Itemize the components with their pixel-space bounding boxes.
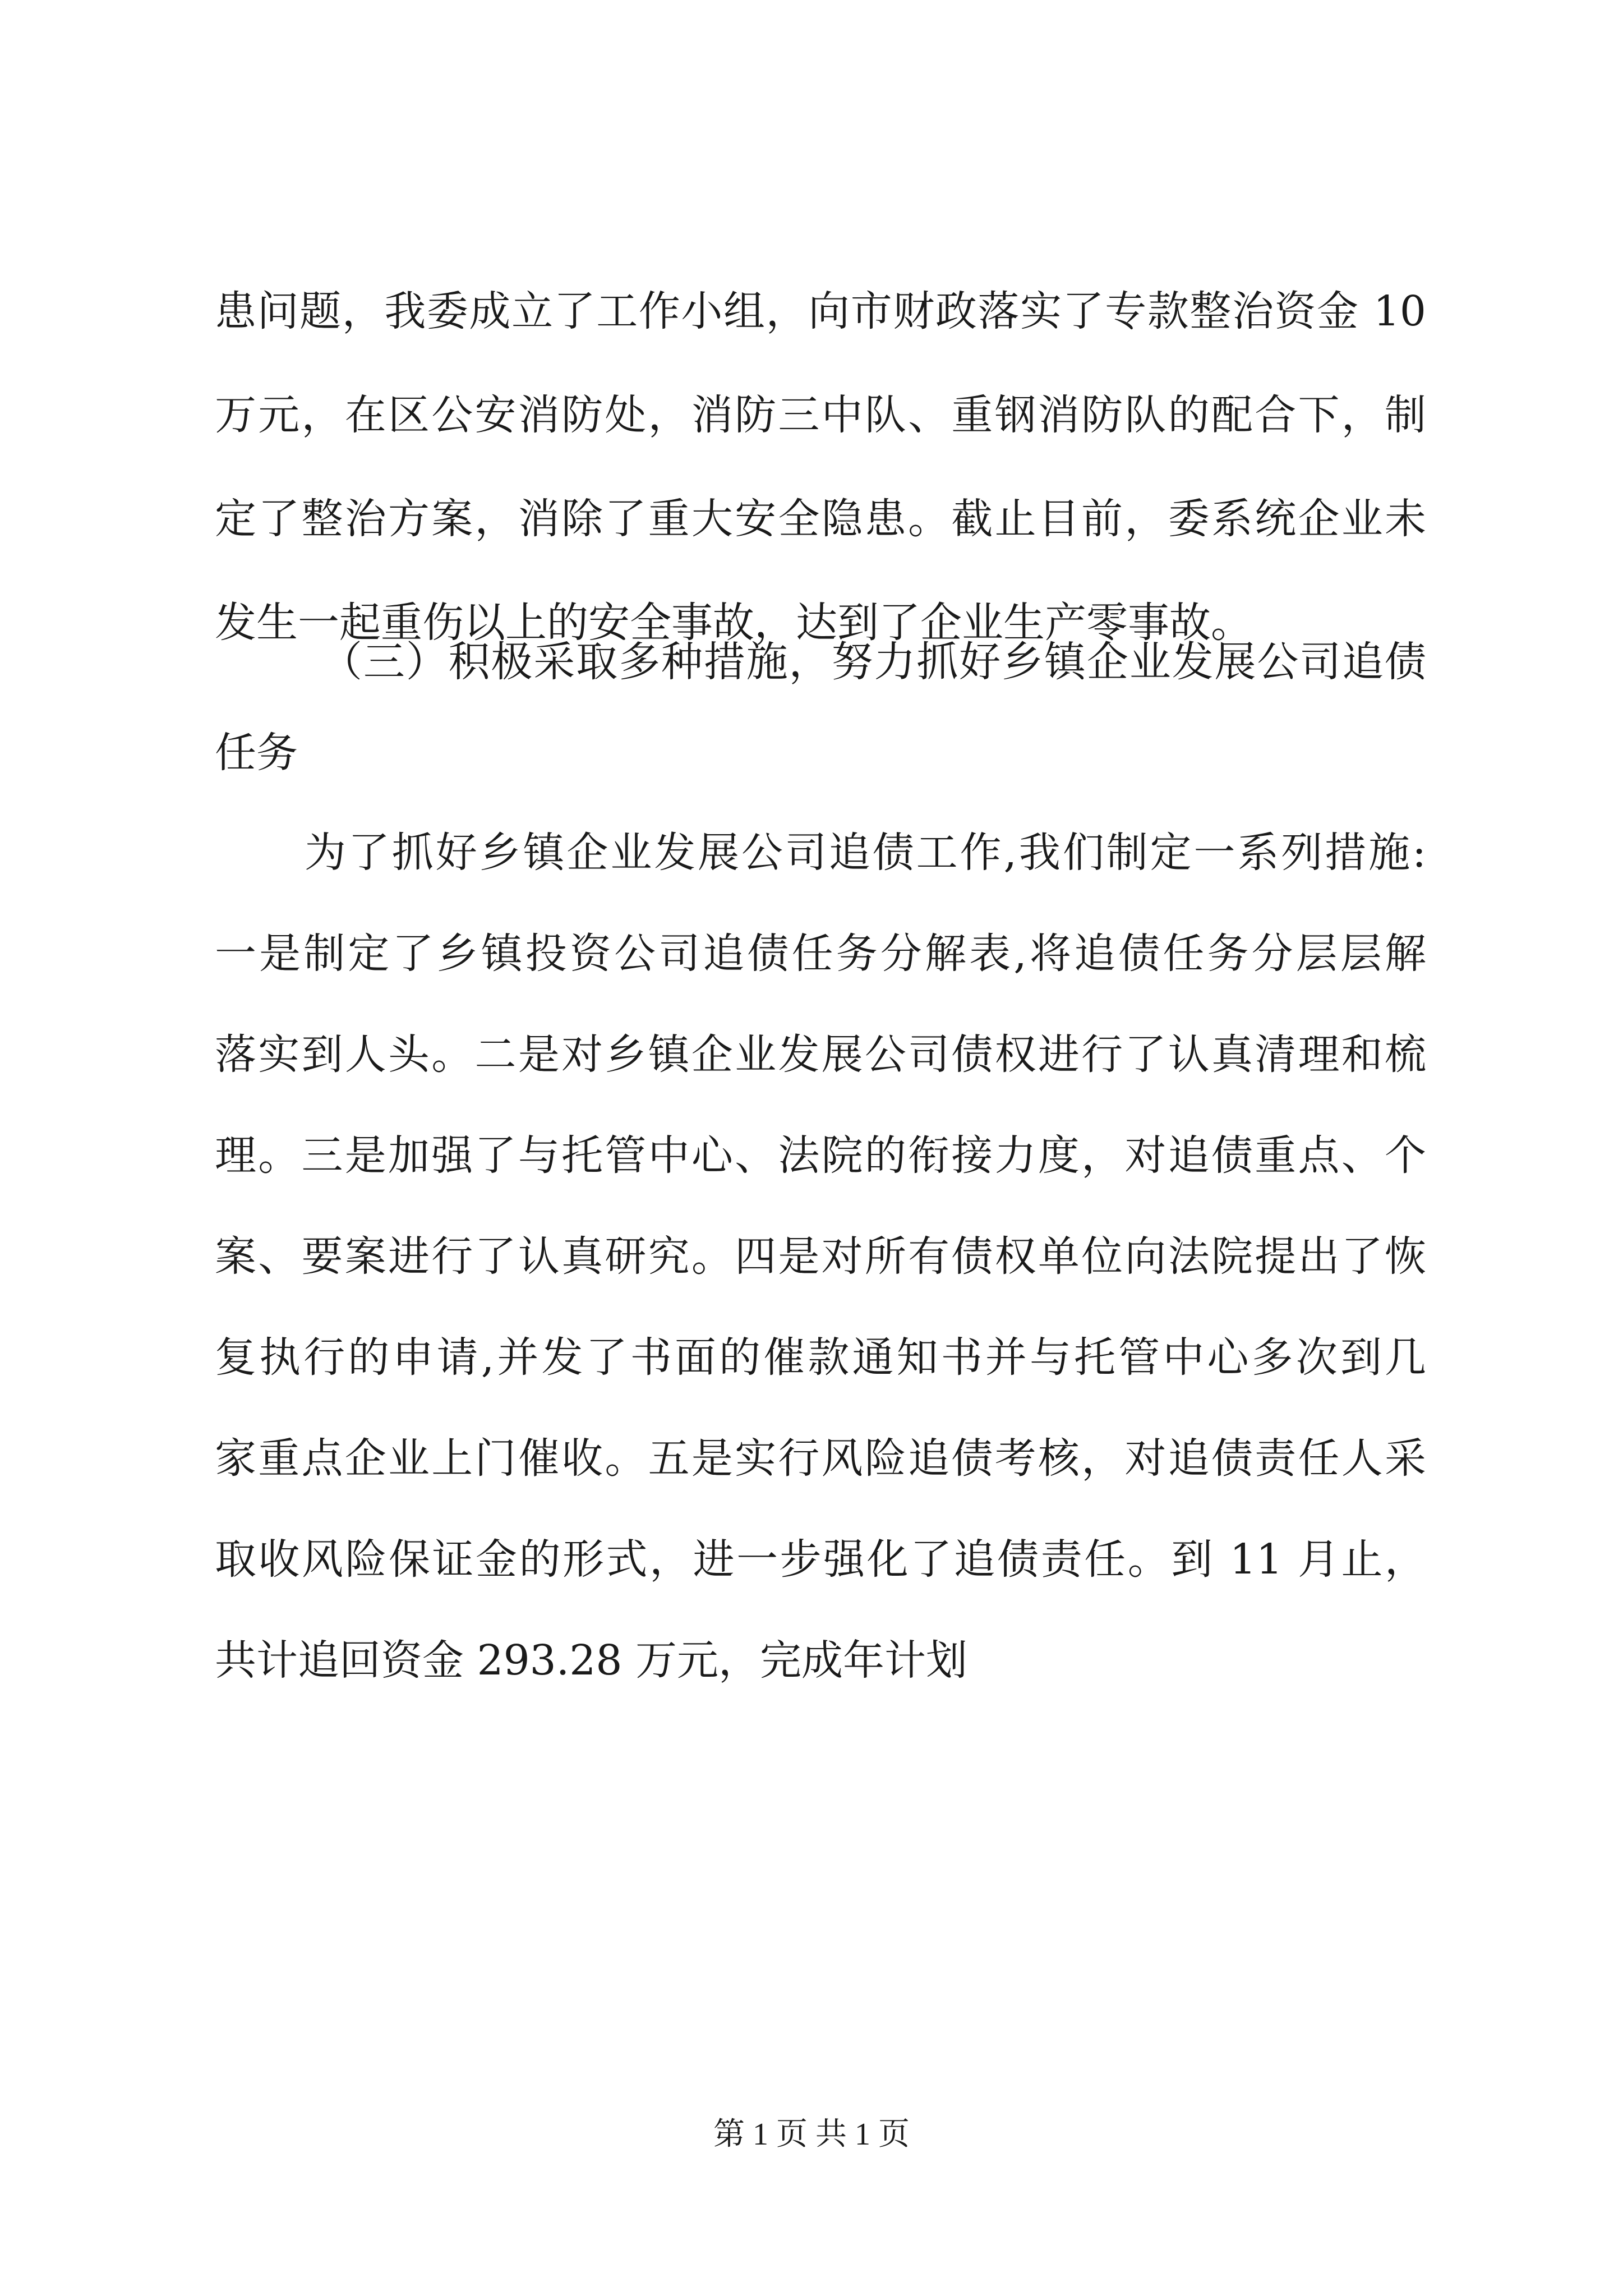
- section-heading-line: （三）积极采取多种措施，努力抓好乡镇企业发展公司追债: [321, 638, 1426, 686]
- paragraph-line: 取收风险保证金的形式，进一步强化了追债责任。到 11 月止，: [215, 1535, 1426, 1584]
- page-number-footer: 第 1 页 共 1 页: [713, 2117, 910, 2152]
- paragraph-line: 为了抓好乡镇企业发展公司追债工作,我们制定一系列措施:: [305, 829, 1426, 877]
- paragraph-line: 落实到人头。二是对乡镇企业发展公司债权进行了认真清理和梳: [215, 1030, 1426, 1079]
- paragraph-line: 复执行的申请,并发了书面的催款通知书并与托管中心多次到几: [215, 1333, 1426, 1382]
- paragraph-line: 家重点企业上门催收。五是实行风险追债考核，对追债责任人采: [215, 1434, 1426, 1483]
- paragraph-line: 一是制定了乡镇投资公司追债任务分解表,将追债任务分层层解: [215, 930, 1426, 978]
- paragraph-line: 共计追回资金 293.28 万元，完成年计划: [215, 1636, 967, 1685]
- section-heading-line: 任务: [215, 729, 298, 777]
- paragraph-line: 理。三是加强了与托管中心、法院的衔接力度，对追债重点、个: [215, 1131, 1426, 1180]
- paragraph-line: 万元，在区公安消防处，消防三中队、重钢消防队的配合下，制: [215, 391, 1426, 439]
- paragraph-line: 发生一起重伤以上的安全事故，达到了企业生产零事故。: [215, 599, 1252, 647]
- paragraph-line: 案、要案进行了认真研究。四是对所有债权单位向法院提出了恢: [215, 1232, 1426, 1281]
- paragraph-line: 定了整治方案，消除了重大安全隐患。截止目前，委系统企业未: [215, 495, 1426, 543]
- paragraph-line: 患问题，我委成立了工作小组，向市财政落实了专款整治资金 10: [215, 287, 1426, 335]
